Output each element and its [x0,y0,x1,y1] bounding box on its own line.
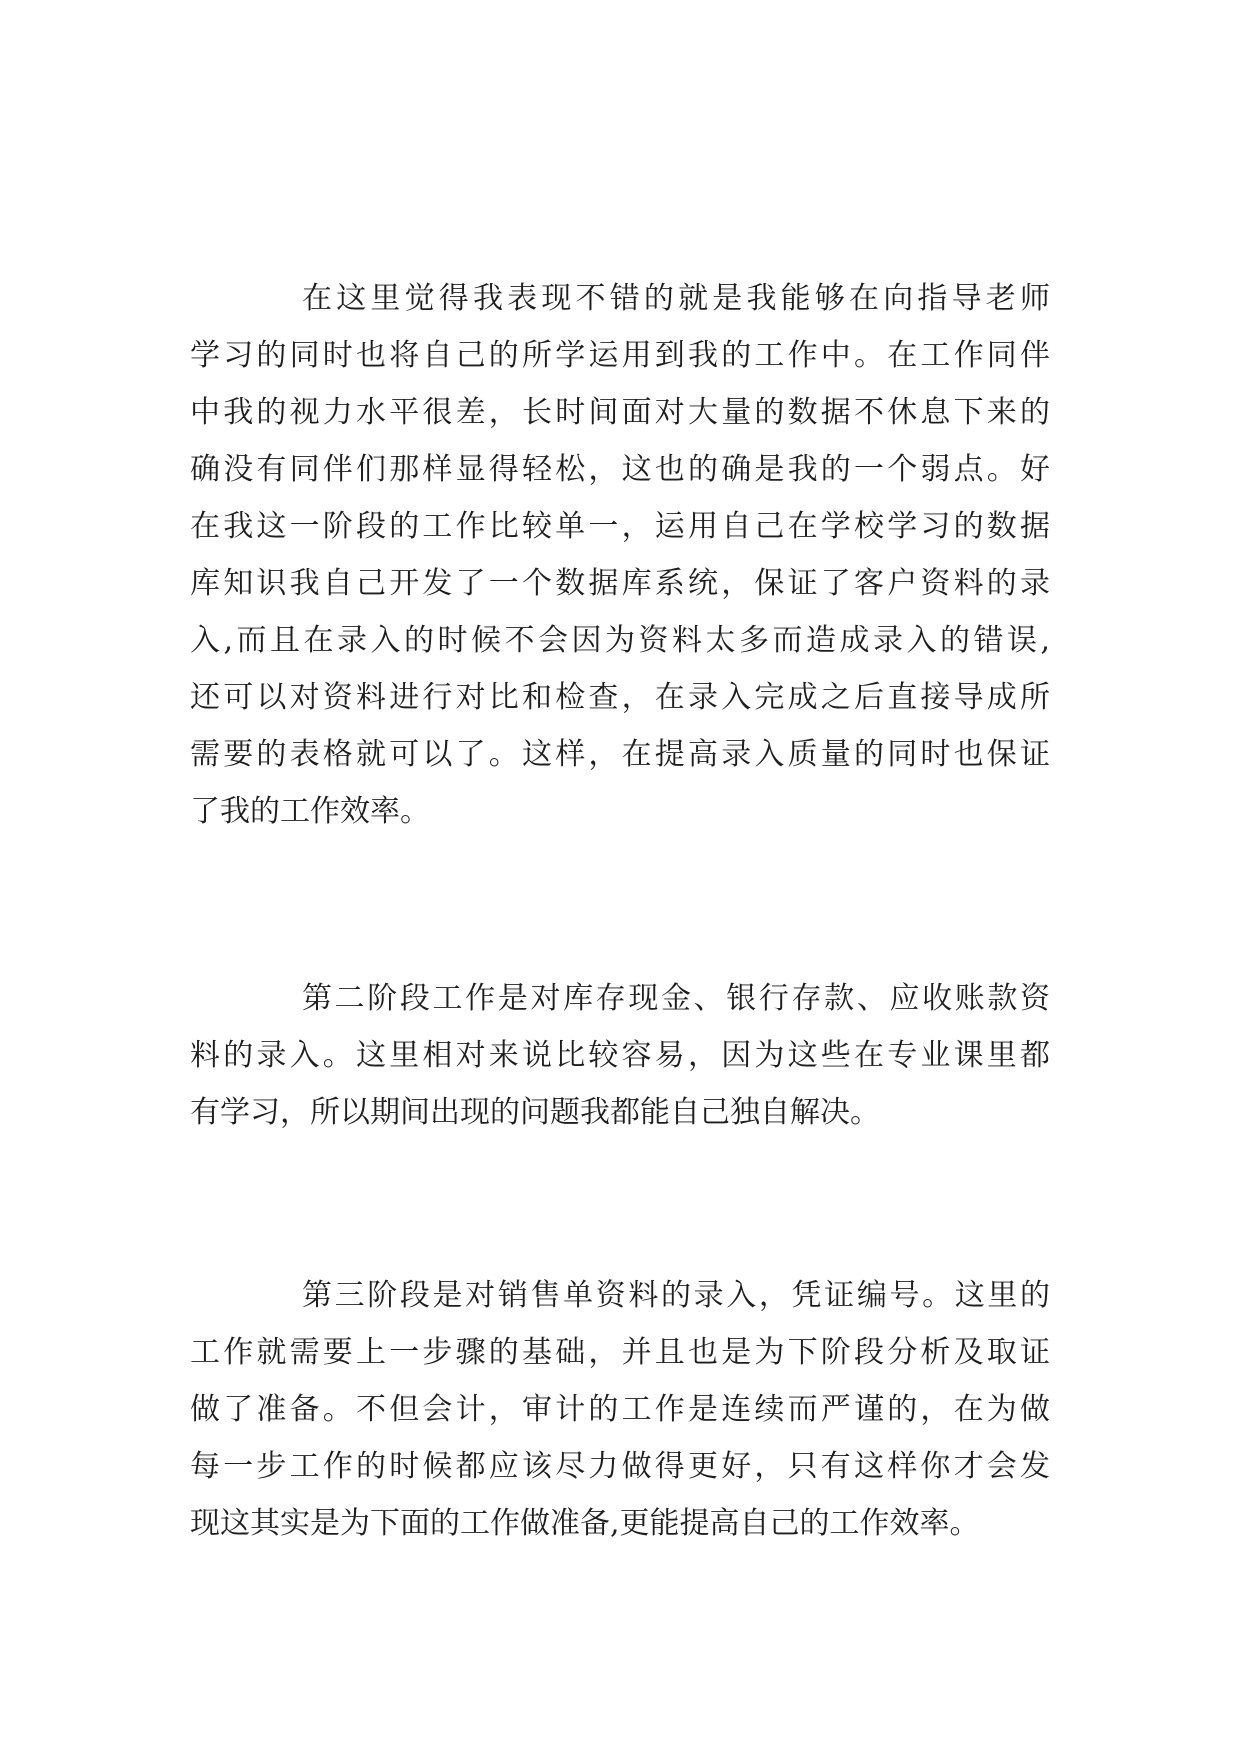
paragraph-line: 学习的同时也将自己的所学运用到我的工作中。在工作同伴 [190,338,1050,373]
paragraph-line: 需要的表格就可以了。这样，在提高录入质量的同时也保证 [190,737,1050,772]
paragraph-line: 有学习，所以期间出现的问题我都能自己独自解决。 [190,1095,880,1130]
paragraph-line: 在我这一阶段的工作比较单一，运用自己在学校学习的数据 [190,509,1050,544]
paragraph-line: 了我的工作效率。 [190,794,430,829]
paragraph-line: 每一步工作的时候都应该尽力做得更好，只有这样你才会发 [190,1449,1050,1484]
paragraph-line: 做了准备。不但会计，审计的工作是连续而严谨的，在为做 [190,1392,1050,1427]
paragraph-line: 确没有同伴们那样显得轻松，这也的确是我的一个弱点。好 [190,452,1050,487]
paragraph-line: 在这里觉得我表现不错的就是我能够在向指导老师 [302,281,1050,316]
paragraph-line: 现这其实是为下面的工作做准备,更能提高自己的工作效率。 [190,1506,980,1541]
paragraph-line: 工作就需要上一步骤的基础，并且也是为下阶段分析及取证 [190,1335,1050,1370]
paragraph-line: 第二阶段工作是对库存现金、银行存款、应收账款资 [302,981,1050,1016]
paragraph-line: 入,而且在录入的时候不会因为资料太多而造成录入的错误, [190,623,1050,658]
paragraph-line: 料的录入。这里相对来说比较容易，因为这些在专业课里都 [190,1038,1050,1073]
paragraph-line: 中我的视力水平很差，长时间面对大量的数据不休息下来的 [190,395,1050,430]
paragraph-line: 库知识我自己开发了一个数据库系统，保证了客户资料的录 [190,566,1050,601]
paragraph-line: 还可以对资料进行对比和检查，在录入完成之后直接导成所 [190,680,1050,715]
paragraph-line: 第三阶段是对销售单资料的录入，凭证编号。这里的 [302,1278,1050,1313]
paragraph-second-stage [190,970,1050,1141]
paragraph-third-stage [190,1267,1050,1552]
paragraph-data-entry-skills [190,270,1050,840]
